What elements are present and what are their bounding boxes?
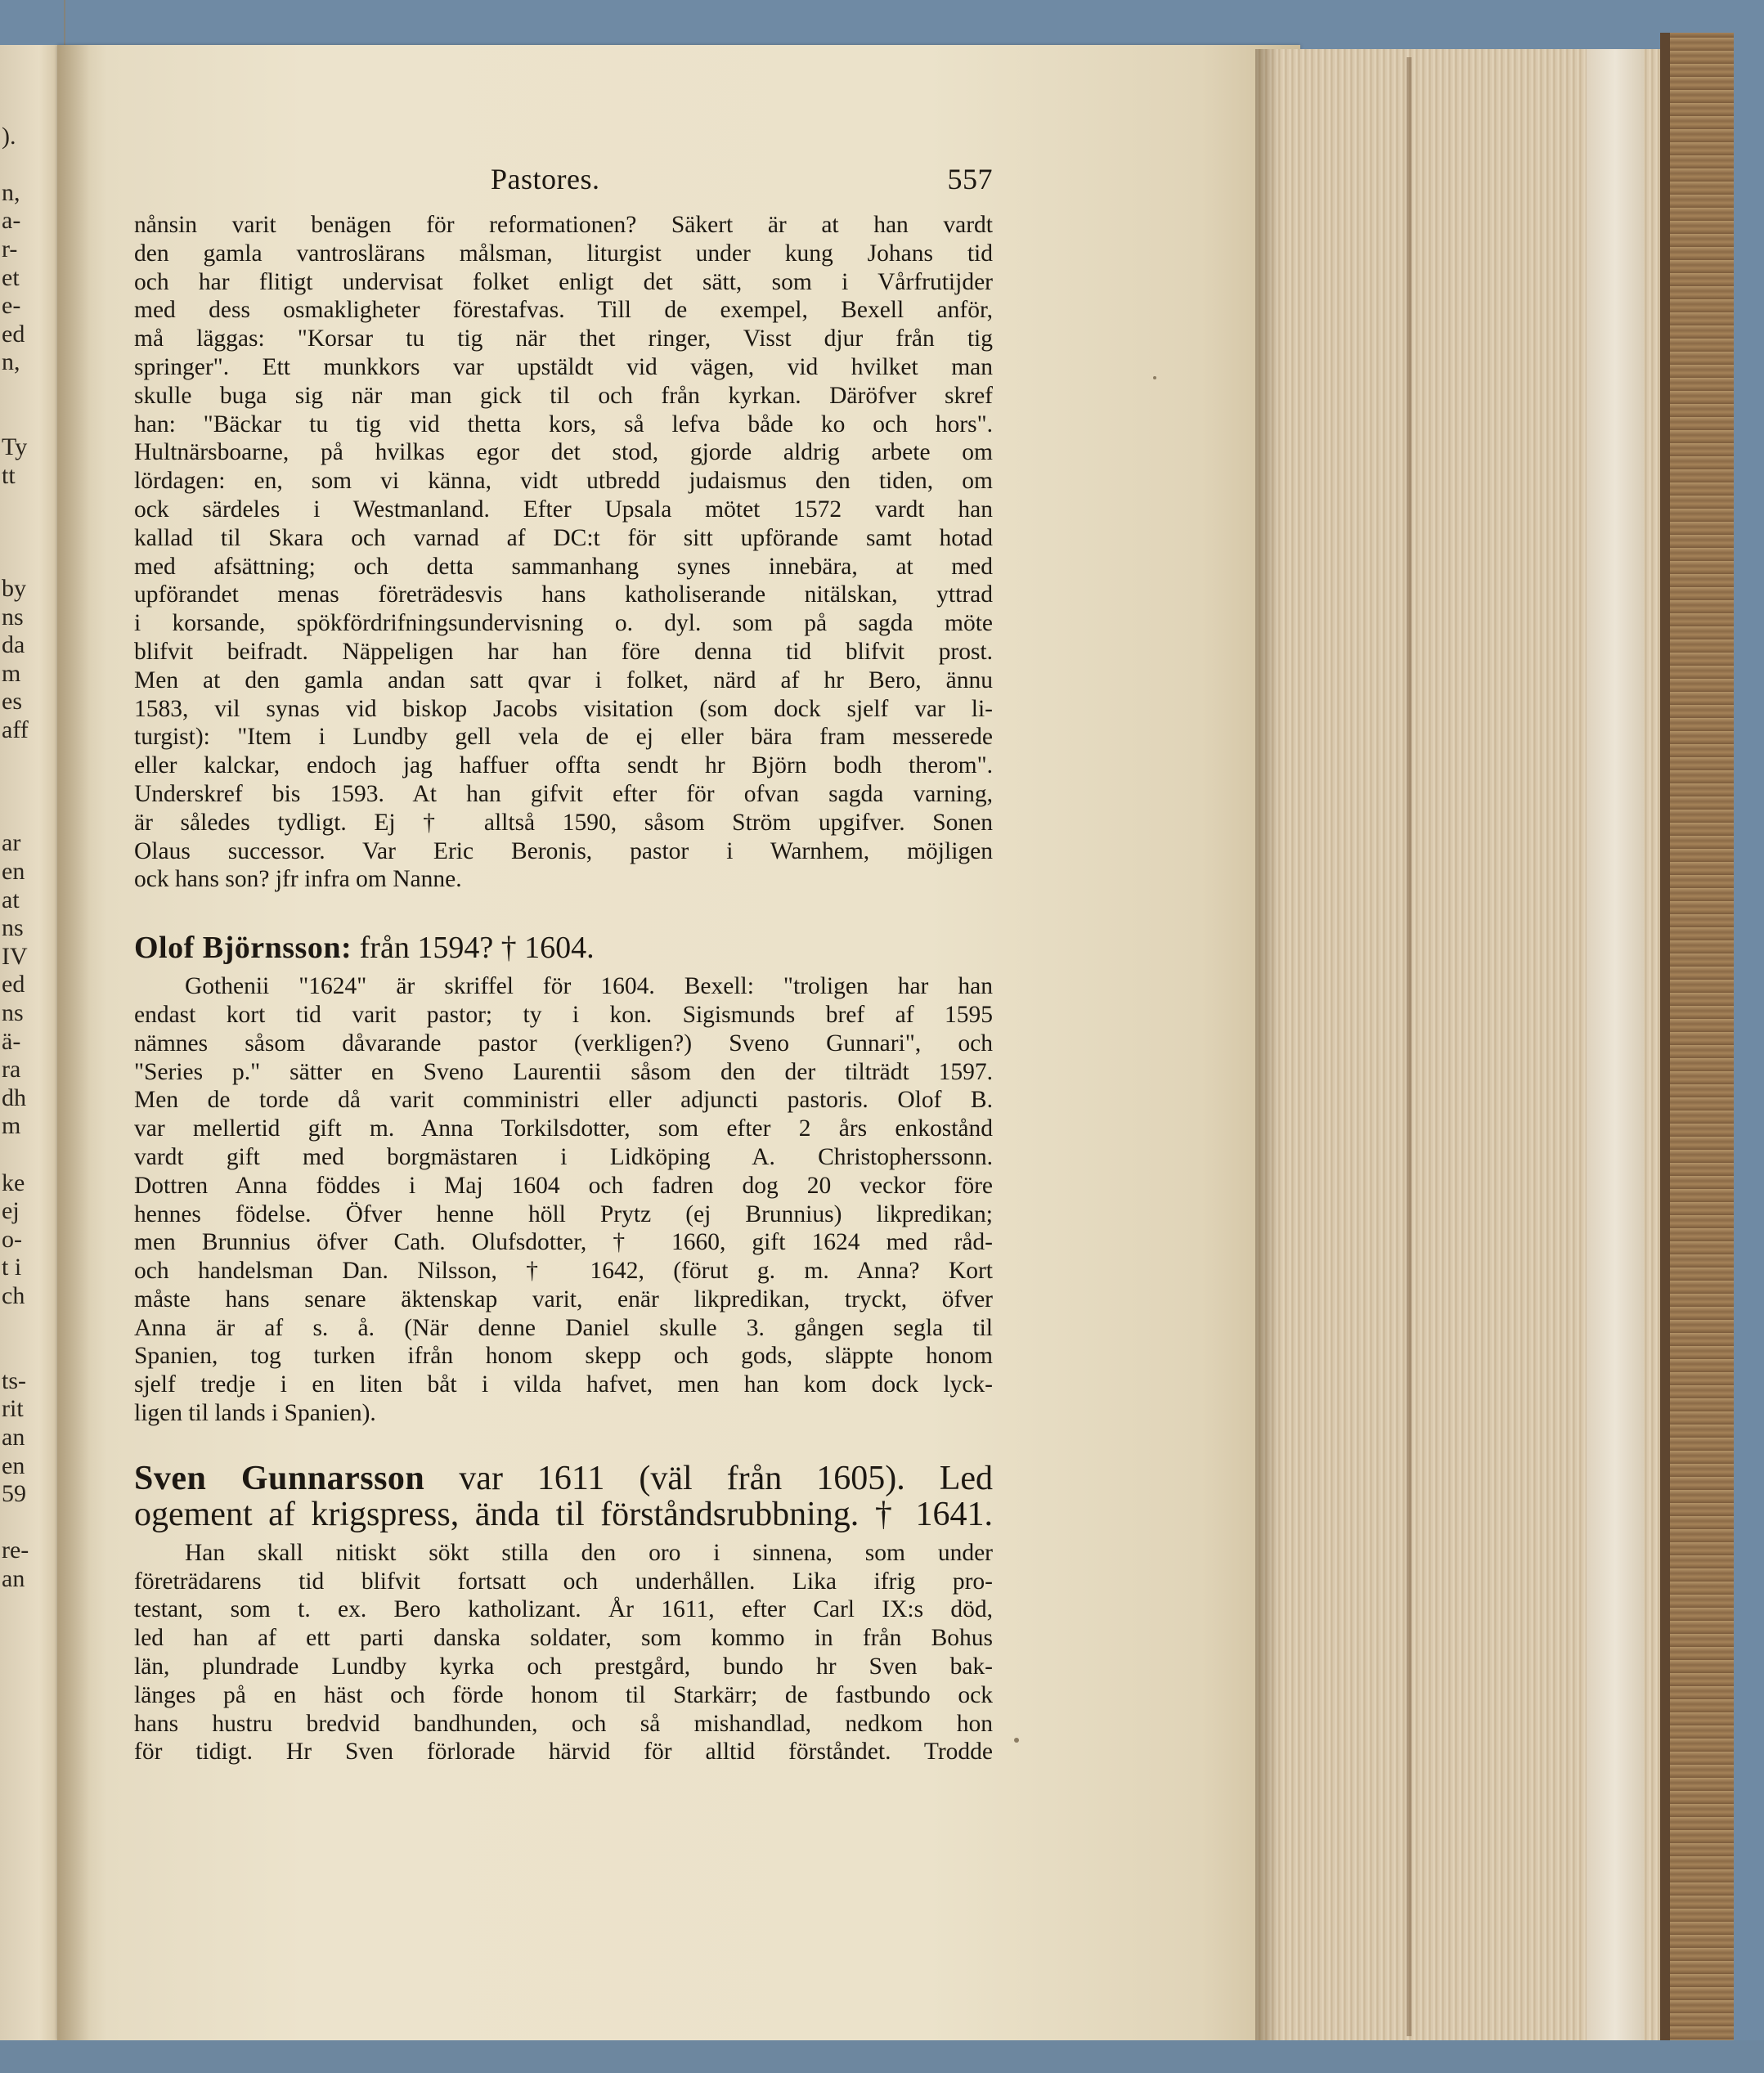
margin-fragment: ke [2,1169,25,1196]
margin-fragment: at [2,886,20,913]
text-line: Olaus successor. Var Eric Beronis, pastor i Warnhem, möjligen [134,837,993,864]
margin-fragment [2,547,23,576]
entry-heading-olof [134,930,993,966]
text-line: den gamla vantroslärans målsman, liturgist under kung Johans tid [134,240,993,267]
text-line: skulle buga sig när man gick til och från kyrkan. Däröfver skref [134,382,993,409]
text-line: upförandet menas företrädesvis hans katholiserande nitälskan, yttrad [134,581,993,608]
margin-fragment [2,1311,23,1339]
text-line: med dess osmakligheter förestafvas. Till de exempel, Bexell anför, [134,297,993,324]
text-line: med afsättning; och detta sammanhang synes innebära, at med [134,553,993,580]
text-line: springer". Ett munkkors var upstäldt vid vägen, vid hvilket man [134,353,993,380]
text-line: för tidigt. Hr Sven förlorade härvid för alltid förståndet. Trodde [134,1739,993,1766]
specks [1014,1738,1019,1743]
margin-fragment: ns [2,999,24,1026]
margin-fragment [2,773,23,801]
page-text [134,162,993,1766]
book-cover-edge [1660,33,1734,2053]
margin-fragment: ns [2,914,24,942]
margin-fragment: ts- [2,1366,26,1394]
text-line: vardt gift med borgmästaren i Lidköping A. Christopherssonn. [134,1143,993,1170]
text-line: hans hustru bredvid bandhunden, och så mishandlad, nedkom hon [134,1710,993,1737]
margin-fragment: ed [2,320,25,348]
text-line: turgist): "Item i Lundby gell vela de ej eller bära fram messerede [134,724,993,751]
margin-fragment [2,801,23,830]
margin-fragment: es [2,688,22,716]
gutter-shadow [57,45,90,2040]
text-line: han: "Bäckar tu tig vid thetta kors, så lefva både ko och hors". [134,411,993,437]
page-edges-shadow [1255,49,1280,2044]
text-line: Dottren Anna föddes i Maj 1604 och fadren dog 20 veckor före [134,1172,993,1199]
text-line: Gothenii "1624" är skriffel för 1604. Bexell: "troligen har han [185,973,993,1000]
text-line: är således tydligt. Ej † alltså 1590, såsom Ström upgifver. Sonen [134,809,993,836]
specks [1153,376,1156,379]
margin-fragment: t i [2,1254,22,1281]
entry-name: Sven Gunnarsson [134,1459,425,1497]
margin-fragment: ch [2,1281,25,1309]
margin-fragment: et [2,263,20,291]
margin-fragment: dh [2,1084,26,1111]
text-line: ligen til lands i Spanien). [134,1400,376,1427]
margin-fragment: m [2,659,21,687]
margin-fragment: by [2,575,26,603]
text-line: Men de torde då varit comministri eller adjuncti pastoris. Olof B. [134,1087,993,1114]
text-line: men Brunnius öfver Cath. Olufsdotter, † 1660, gift 1624 med råd- [134,1229,993,1256]
text-line: eller kalckar, endoch jag haffuer offta sendt hr Björn bodh therom". [134,752,993,779]
margin-fragment: n, [2,348,20,376]
left-facing-page [0,45,65,2040]
text-line: kallad til Skara och varnad af DC:t för sitt upförande samt hotad [134,524,993,551]
margin-fragment: ). [2,122,16,150]
running-head [134,162,993,211]
text-line: Hultnärsboarne, på hvilkas egor det stod, gjorde aldrig arbete om [134,439,993,466]
text-line: och handelsman Dan. Nilsson, † 1642, (förut g. m. Anna? Kort [134,1258,993,1285]
margin-fragment: da [2,631,25,659]
text-line: ock särdeles i Westmanland. Efter Upsala mötet 1572 vardt han [134,496,993,523]
margin-fragment: Ty [2,433,28,461]
margin-fragment: an [2,1564,25,1592]
page-edges-gap [1407,57,1412,2036]
text-line: måste hans senare äktenskap varit, enär likpredikan, tryckt, öfver [134,1286,993,1312]
entry-heading-sven-cont: ogement af krigspress, ända til förståndsrubbning. † 1641. [134,1495,993,1533]
text-line: 1583, vil synas vid biskop Jacobs visitation (som dock sjelf var li- [134,695,993,722]
margin-fragment: 59 [2,1480,26,1508]
text-line: blifvit beifradt. Näppeligen har han före denna tid blifvit prost. [134,638,993,665]
margin-fragment: en [2,1452,25,1479]
text-line: sjelf tredje i en liten båt i vilda hafvet, men han kom dock lyck- [134,1371,993,1398]
entry-dates: var 1611 (väl från 1605). Led [459,1459,994,1497]
entry-dates: från 1594? † 1604. [359,931,595,966]
text-line: nämnes såsom dåvarande pastor (verkligen?) Sveno Gunnari", och [134,1030,993,1057]
text-line: testant, som t. ex. Bero katholizant. År 1611, efter Carl IX:s död, [134,1596,993,1623]
margin-fragment: ra [2,1056,21,1084]
text-line: län, plundrade Lundby kyrka och prestgård, bundo hr Sven bak- [134,1653,993,1680]
text-line: led han af ett parti danska soldater, som kommo in från Bohus [134,1625,993,1652]
text-line: Men at den gamla andan satt qvar i folket, närd af hr Bero, ännu [134,666,993,693]
margin-fragment: n, [2,178,20,206]
book-cover-inner-edge [1660,33,1670,2053]
paragraph-3 [134,1539,993,1766]
margin-fragment: rit [2,1395,24,1423]
margin-fragment [2,1141,23,1169]
entry-heading-sven [134,1461,993,1496]
margin-fragment [2,1509,23,1537]
text-line: Spanien, tog turken ifrån honom skepp och gods, släppte honom [134,1343,993,1370]
text-line: hennes födelse. Öfver henne höll Prytz (ej Brunnius) likpredikan; [134,1200,993,1227]
margin-fragment: r- [2,235,18,262]
text-line: Han skall nitiskt sökt stilla den oro i sinnena, som under [185,1539,993,1566]
text-line: lördagen: en, som vi känna, vidt utbredd judaismus den tiden, om [134,468,993,495]
margin-fragment [2,490,23,518]
margin-fragment: ar [2,829,21,857]
margin-fragment: a- [2,207,21,235]
text-line: var mellertid gift m. Anna Torkilsdotter, som efter 2 års enkostånd [134,1115,993,1142]
margin-fragment: aff [2,716,29,744]
margin-fragment: tt [2,461,16,489]
paragraph-1 [134,211,993,894]
margin-fragment: en [2,858,25,886]
page-number: 557 [947,163,993,195]
entry-name: Olof Björnsson: [134,931,352,966]
paragraph-2 [134,972,993,1428]
margin-fragment [2,406,23,434]
margin-fragment [2,150,23,179]
text-line: länges på en häst och förde honom til Starkärr; de fastbundo ock [134,1681,993,1708]
margin-fragment: m [2,1112,21,1140]
text-line: må läggas: "Korsar tu tig när thet ringer, Visst djur från tig [134,325,993,352]
margin-fragment: IV [2,942,28,970]
text-line: företrädarens tid blifvit fortsatt och underhållen. Lika ifrig pro- [134,1568,993,1595]
margin-fragment: ed [2,971,25,998]
margin-fragment: re- [2,1537,29,1564]
margin-fragment: an [2,1423,25,1451]
text-line: Underskref bis 1593. At han gifvit efter för ofvan sagda varning, [134,780,993,807]
margin-fragment: ej [2,1197,20,1225]
text-line: och har flitigt undervisat folket enligt det sätt, som i Vårfrutijder [134,268,993,295]
margin-fragment [2,518,23,547]
margin-fragment: o- [2,1225,22,1253]
margin-fragment [2,94,23,123]
text-line: Anna är af s. å. (När denne Daniel skulle 3. gången segla til [134,1314,993,1341]
text-line: i korsande, spökfördrifningsundervisning o. dyl. som på sagda möte [134,610,993,637]
margin-fragment [2,377,23,406]
text-line: "Series p." sätter en Sveno Laurentii såsom den der tilträdt 1597. [134,1058,993,1085]
margin-fragment: ä- [2,1027,21,1055]
scan-background [0,2040,1764,2073]
text-line: nånsin varit benägen för reformationen? Säkert är at han vardt [134,212,993,238]
margin-fragment: e- [2,292,21,320]
margin-fragment [2,745,23,774]
margin-fragment [2,1339,23,1367]
text-line: ock hans son? jfr infra om Nanne. [134,866,462,893]
text-line: endast kort tid varit pastor; ty i kon. Sigismunds bref af 1595 [134,1001,993,1028]
left-page-margin-text [2,94,29,1593]
page-edges-light [1587,49,1644,2044]
margin-fragment: ns [2,603,24,630]
running-head-title: Pastores. [491,163,600,195]
